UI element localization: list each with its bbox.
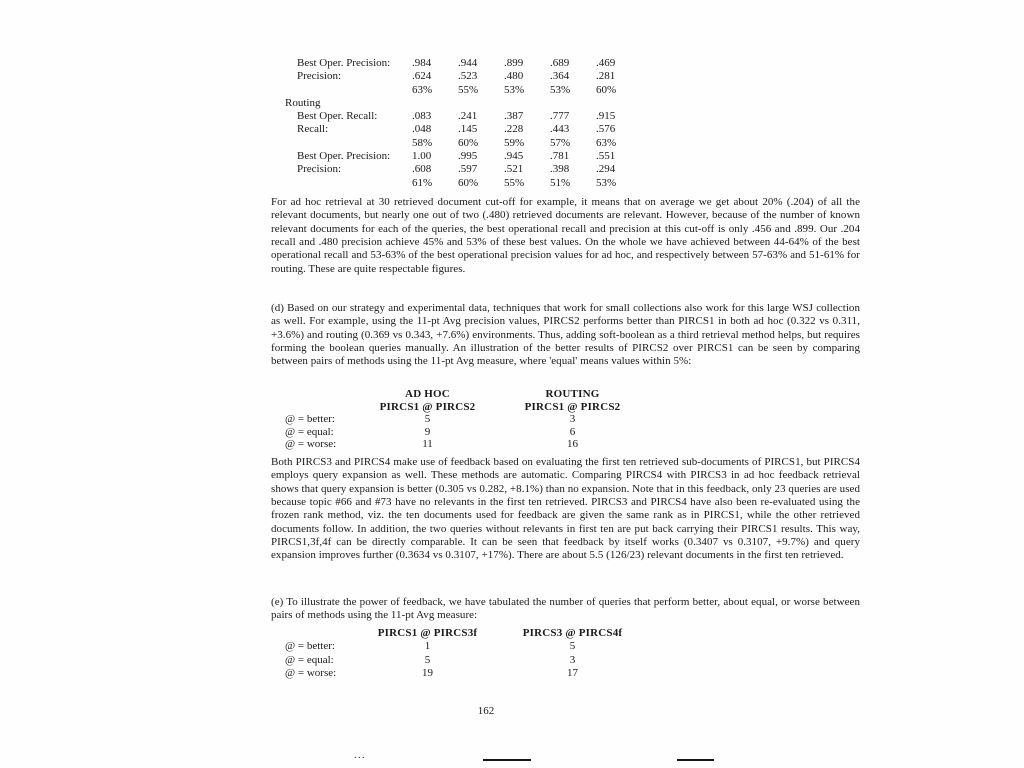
cell: .398 xyxy=(550,163,570,176)
table-row xyxy=(285,640,650,653)
cell: .899 xyxy=(504,57,524,69)
cell: 1.00 xyxy=(412,150,432,163)
cell: .387 xyxy=(504,110,524,123)
cell: .145 xyxy=(458,123,478,136)
paragraph-d: (d) Based on our strategy and experimental data, techniques that work for small collections also work for this large WSJ collection as well. For example, using the 11-pt Avg precision values, PIRCS2 performs better than PIRCS1 in both ad hoc (0.322 vs 0.311, +3.6%) and routing (0.369 vs 0.343, +7.6%) environments. Thus, adding soft-boolean as a third retrieval method helps, but requires forming the boolean queries manually. An illustration of the better results of PIRCS2 over PIRCS1 can be seen by comparing between pairs of methods using the 11-pt Avg measure, where 'equal' means values within 5%: xyxy=(271,302,860,368)
cell: 61% xyxy=(412,176,433,189)
column-header: PIRCS3 @ PIRCS4f xyxy=(522,627,623,639)
table-row xyxy=(285,70,642,83)
cell: .781 xyxy=(550,150,570,163)
cell: .915 xyxy=(596,110,616,123)
cell: 5 xyxy=(424,413,431,426)
cell: 3 xyxy=(569,413,576,426)
row-label: Precision: xyxy=(297,70,341,83)
cell: .294 xyxy=(596,163,616,176)
cell: .469 xyxy=(596,57,616,69)
scan-artifact-line xyxy=(677,759,714,761)
cell: .521 xyxy=(504,163,524,176)
paragraph-e: (e) To illustrate the power of feedback, we have tabulated the number of queries that perform better, about equal, or worse between pairs of methods using the 11-pt Avg measure: xyxy=(271,596,860,622)
cell: .281 xyxy=(596,70,616,83)
scan-artifact-dots: ... xyxy=(354,750,366,761)
cell: 63% xyxy=(596,136,617,149)
paragraph-feedback-discussion: Both PIRCS3 and PIRCS4 make use of feedback based on evaluating the first ten retrieved sub-documents of PIRCS1, but PIRCS4 employs query expansion as well. These methods are automatic. Comparing PIRCS4 with PIRCS3 in ad hoc feedback retrieval shows that query expansion is better (0.305 vs 0.282, +8.1%) than no expansion. Note that in this feedback, only 23 queries are used because topic #66 and #73 have no relevants in the first ten retrieved. PIRCS3 and PIRCS4 have also been re-evaluated using the frozen rank method, viz. the ten documents used for feedback are given the same rank as in PIRCS1, while the other retrieved documents follow. In addition, the two queries without relevants in first ten are put back carrying their PIRCS1 results. This way, PIRCS1,3f,4f can be directly comparable. It can be seen that feedback by itself works (0.3407 vs 0.3107, +9.7%) and query expansion improves further (0.3634 vs 0.3107, +17%). There are about 5.5 (126/23) relevant documents in the first ten retrieved. xyxy=(271,456,860,562)
cell: 51% xyxy=(550,176,571,189)
page-number: 162 xyxy=(477,705,495,717)
cell: 9 xyxy=(424,425,431,438)
comparison-table-pircs1-pircs2 xyxy=(285,388,650,451)
cell: .624 xyxy=(412,70,432,83)
cell: 3 xyxy=(569,653,576,666)
table-row xyxy=(285,150,642,163)
cell: 58% xyxy=(412,136,433,149)
cell: .048 xyxy=(412,123,432,136)
column-header-row xyxy=(285,627,650,640)
row-label xyxy=(285,177,412,190)
row-label xyxy=(285,84,412,97)
table-row xyxy=(285,110,642,123)
cell: 6 xyxy=(569,425,576,438)
cell: .689 xyxy=(550,57,570,69)
row-label: Best Oper. Precision: xyxy=(297,150,391,163)
table-row xyxy=(285,137,642,150)
row-label: @ = worse: xyxy=(285,438,337,451)
row-label: Precision: xyxy=(297,163,341,176)
section-label: Routing xyxy=(285,96,321,109)
column-header: PIRCS1 @ PIRCS2 xyxy=(379,400,476,413)
row-label: Recall: xyxy=(297,123,329,136)
cell: .480 xyxy=(504,70,524,83)
row-label: @ = equal: xyxy=(285,653,334,666)
cell: 5 xyxy=(424,653,431,666)
row-label: @ = worse: xyxy=(285,667,337,680)
cell: .443 xyxy=(550,123,570,136)
row-label xyxy=(285,137,412,150)
row-label: @ = better: xyxy=(285,640,335,653)
cell: 19 xyxy=(422,667,433,680)
column-header: PIRCS1 @ PIRCS3f xyxy=(377,627,478,639)
cell: .083 xyxy=(412,110,432,123)
cell: 60% xyxy=(458,136,479,149)
row-label: Best Oper. Precision: xyxy=(297,57,391,69)
comparison-table-feedback xyxy=(285,627,650,681)
cell: 11 xyxy=(422,438,433,451)
cell: .241 xyxy=(458,110,478,123)
cell: .523 xyxy=(458,70,478,83)
cell: 55% xyxy=(504,176,525,189)
cell: 57% xyxy=(550,136,571,149)
cell: .984 xyxy=(412,57,432,69)
column-header-row xyxy=(285,401,650,414)
column-header: PIRCS1 @ PIRCS2 xyxy=(524,400,621,413)
cell: 5 xyxy=(569,640,576,653)
cell: .551 xyxy=(596,150,616,163)
cell: 16 xyxy=(567,438,578,451)
cell: 55% xyxy=(458,83,479,96)
table-row xyxy=(285,163,642,176)
group-header-row xyxy=(285,388,650,401)
row-label: Best Oper. Recall: xyxy=(297,110,378,123)
cell: 53% xyxy=(550,83,571,96)
table-row xyxy=(285,177,642,190)
cell: .944 xyxy=(458,57,478,69)
table-row xyxy=(285,57,642,70)
cell: .576 xyxy=(596,123,616,136)
group-header-adhoc: AD HOC xyxy=(405,388,450,400)
row-label: @ = better: xyxy=(285,413,335,426)
table-row xyxy=(285,438,650,451)
cell: .597 xyxy=(458,163,478,176)
results-table xyxy=(285,57,642,190)
cell: 60% xyxy=(458,176,479,189)
cell: 53% xyxy=(504,83,525,96)
paragraph-adhoc-discussion: For ad hoc retrieval at 30 retrieved document cut-off for example, it means that on average we get about 20% (.204) of all the relevant documents, but nearly one out of two (.480) retrieved documents are relevant. However, because of the number of known relevant documents for each of the queries, the best operational recall and precision at this cut-off is only .456 and .899. Our .204 recall and .480 precision achieve 45% and 53% of these best values. On the whole we have achieved between 44-64% of the best operational recall and 53-63% of the best operational precision values for ad hoc, and respectively between 57-63% and 51-61% for routing. These are quite respectable figures. xyxy=(271,196,860,275)
table-row xyxy=(285,123,642,136)
cell: 1 xyxy=(424,640,431,653)
cell: 59% xyxy=(504,136,525,149)
cell: .364 xyxy=(550,70,570,83)
table-row xyxy=(285,413,650,426)
table-row-section xyxy=(285,97,642,110)
cell: .228 xyxy=(504,123,524,136)
cell: 17 xyxy=(567,667,578,680)
table-row xyxy=(285,426,650,439)
table-row xyxy=(285,667,650,680)
cell: .995 xyxy=(458,150,478,163)
cell: .777 xyxy=(550,110,570,123)
table-row xyxy=(285,654,650,667)
row-label: @ = equal: xyxy=(285,425,334,438)
cell: .608 xyxy=(412,163,432,176)
cell: .945 xyxy=(504,150,524,163)
cell: 63% xyxy=(412,83,433,96)
table-row xyxy=(285,84,642,97)
group-header-routing: ROUTING xyxy=(545,388,600,400)
scan-artifact-line xyxy=(483,759,531,761)
cell: 60% xyxy=(596,83,617,96)
cell: 53% xyxy=(596,176,617,189)
